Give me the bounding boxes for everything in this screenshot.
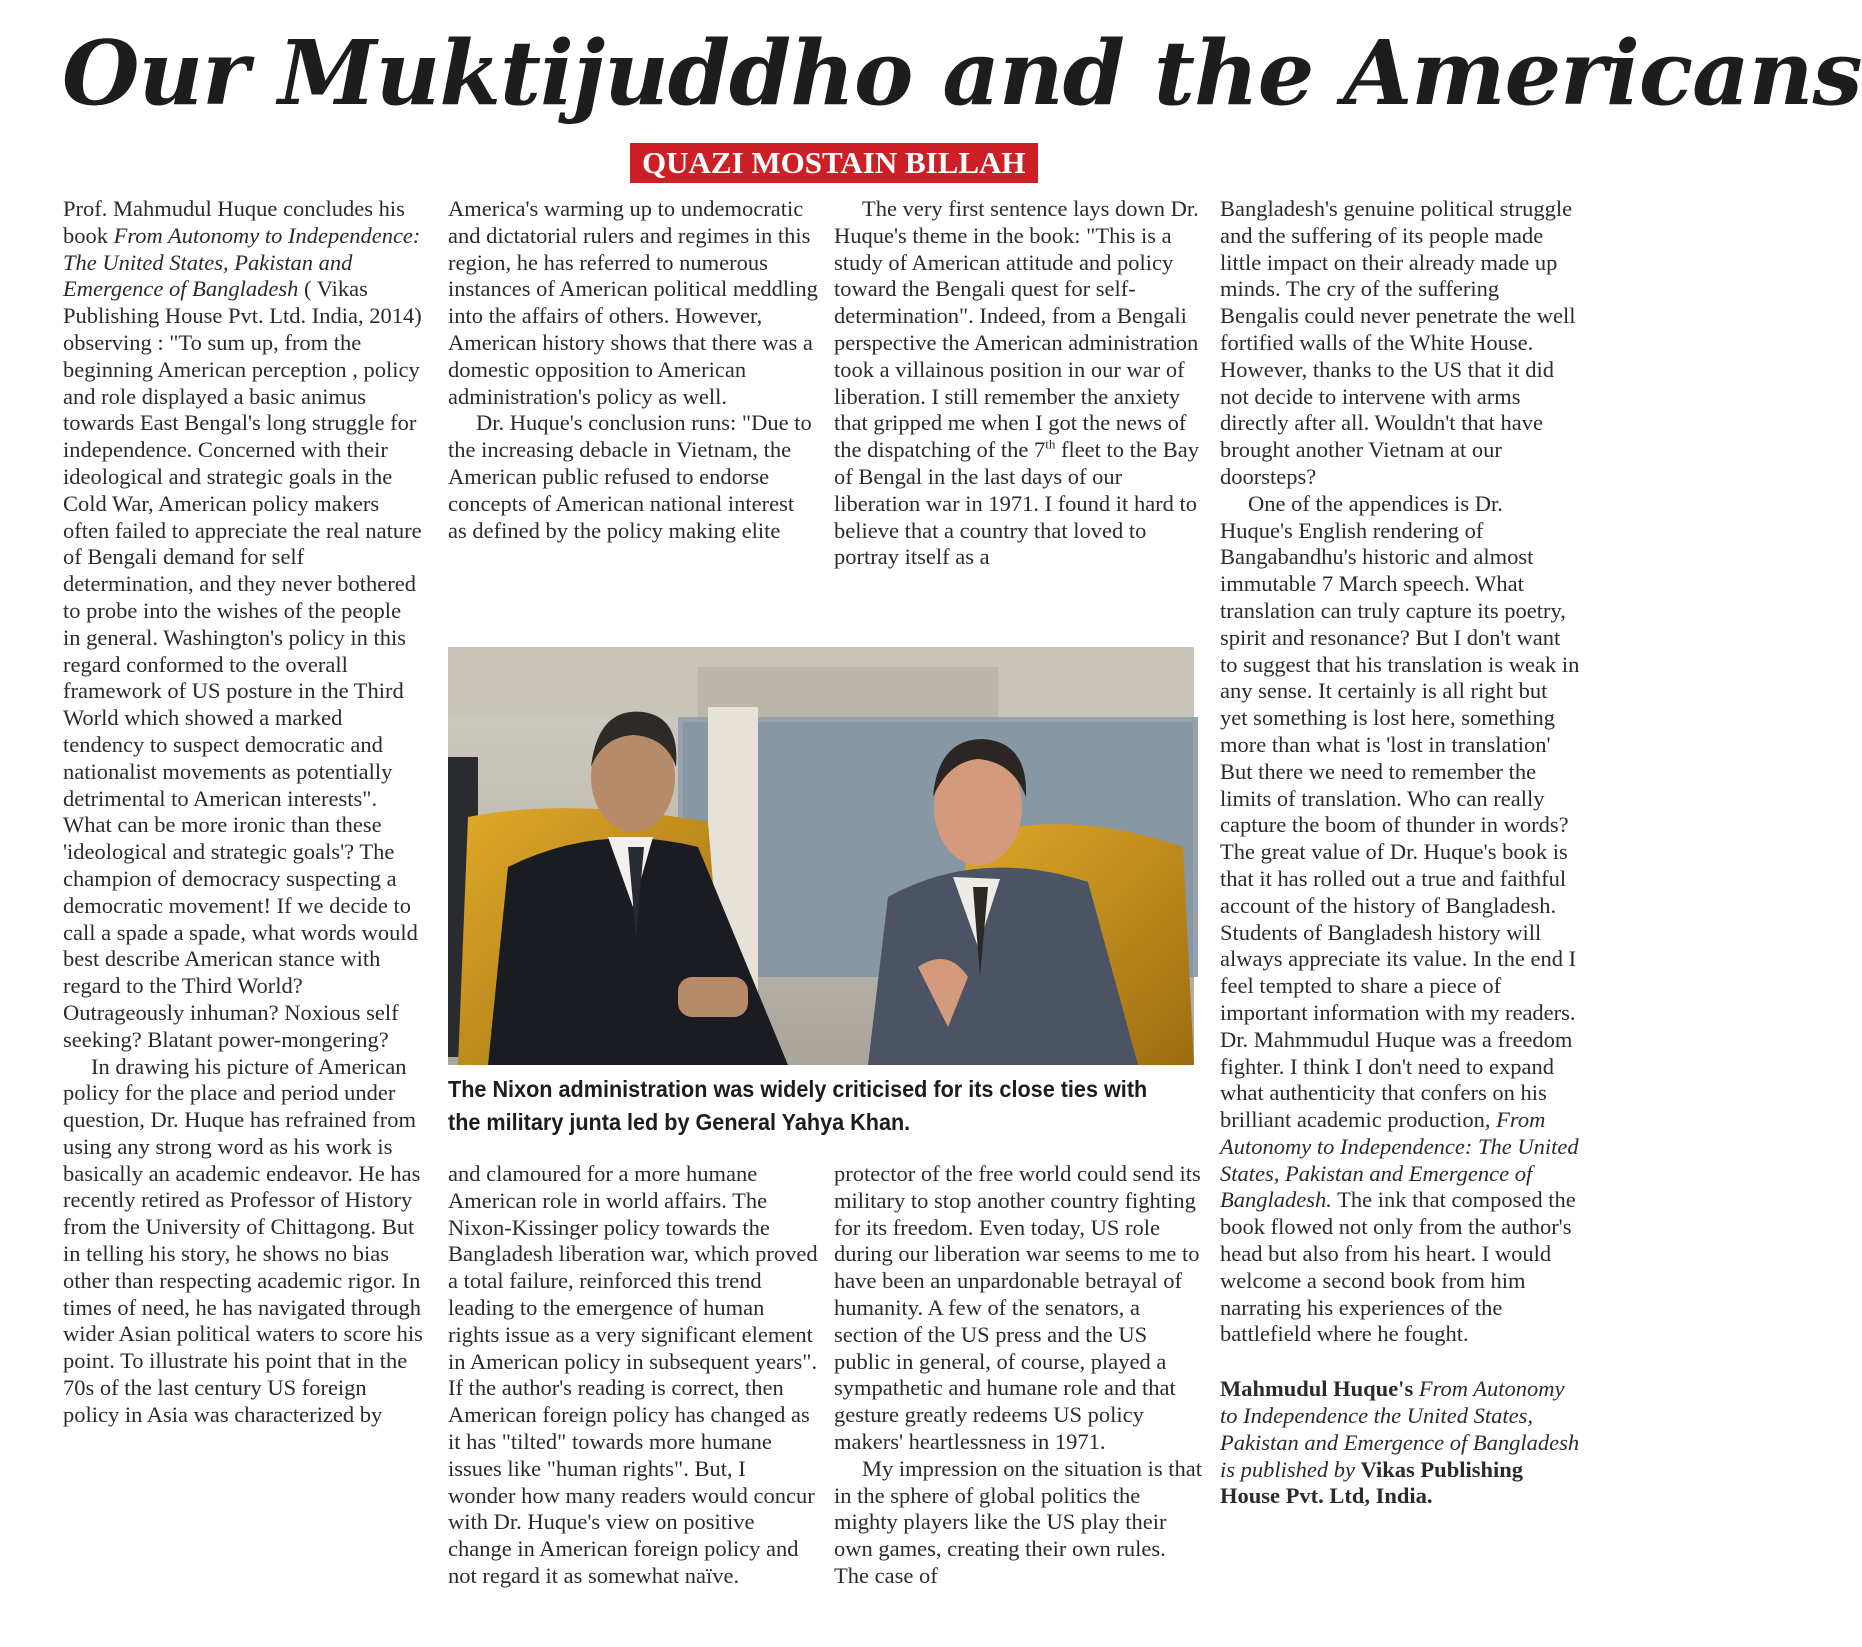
photo-caption: The Nixon administration was widely criticised for its close ties with the military junta led by General Yahya Khan.	[448, 1076, 1148, 1135]
paragraph: My impression on the situation is that in the sphere of global politics the mighty players like the US play their own games, creating their own rules. The case of	[834, 1455, 1202, 1588]
paragraph: protector of the free world could send its military to stop another country fighting for its freedom. Even today, US role during our liberation war seems to me to have been an unpardonable betrayal of humanity. A few of the senators, a section of the US press and the US public in general, of course, played a sympathetic and humane role and that gesture greatly redeems US policy makers' heartlessness in 1971.	[834, 1161, 1201, 1454]
text: The very first sentence lays down Dr. Huque's theme in the book: "This is a study of American attitude and policy toward the Bengali quest for self-determination". Indeed, from a Bengali perspective the American administration took a villainous position in our war of liberation. I still remember the anxiety that gripped me when I got the news of the dispatching of the 7	[834, 196, 1199, 463]
book-title: From Autonomy to Independence: The United States, Pakistan and Emergence of Bangladesh	[63, 222, 421, 302]
paragraph	[63, 196, 423, 1054]
article-title: Our Muktijuddho and the Americans	[62, 20, 1862, 125]
paragraph	[834, 196, 1204, 571]
publisher-name: Vikas Publishing House Pvt. Ltd, India.	[1220, 1456, 1523, 1509]
column-4	[1220, 196, 1580, 1510]
column-1	[63, 196, 423, 1429]
text: One of the appendices is Dr. Huque's English rendering of Bangabandhu's historic and almost immutable 7 March speech. What translation can truly capture its poetry, spirit and resonance? But I don't want to suggest that his translation is weak in any sense. It certainly is all right but yet something is lost here, something more than what is 'lost in translation' But there we need to remember the limits of translation. Who can really capture the boom of thunder in words? The great value of Dr. Huque's book is that it has rolled out a true and faithful account of the history of Bangladesh. Students of Bangladesh history will always appreciate its value. In the end I feel tempted to share a piece of important information with my readers. Dr. Mahmmudul Huque was a freedom fighter. I think I don't need to expand what authenticity that confers on his brilliant academic production,	[1220, 490, 1580, 1133]
text: The ink that composed the book flowed not only from the author's head but also from his heart. I would welcome a second book from him narrating his experiences of the battlefield where he fought.	[1220, 1187, 1576, 1347]
paragraph: America's warming up to undemocratic and dictatorial rulers and regimes in this region, he has referred to numerous instances of American political meddling into the affairs of others. However, American history shows that there was a domestic opposition to American administration's policy as well.	[448, 196, 818, 409]
text: ( Vikas Publishing House Pvt. Ltd. India, 2014) observing : "To sum up, from the beginning American perception , policy and role displayed a basic animus towards East Bengal's long struggle for independence. Concerned with their ideological and strategic goals in the Cold War, American policy makers often failed to appreciate the real nature of Bengali demand for self determination, and they never bothered to probe into the wishes of the people in general. Washington's policy in this regard conformed to the overall framework of US posture in the Third World which showed a marked tendency to suspect democratic and nationalist movements as potentially detrimental to American interests". What can be more ironic than these 'ideological and strategic goals'? The champion of democracy suspecting a democratic movement! If we decide to call a spade a spade, what words would best describe American stance with regard to the Third World? Outrageously inhuman? Noxious self seeking? Blatant power-mongering?	[63, 276, 422, 1052]
author-byline: QUAZI MOSTAIN BILLAH	[630, 143, 1038, 183]
paragraph: Bangladesh's genuine political struggle and the suffering of its people made little impact on their already made up minds. The cry of the suffering Bengalis could never penetrate the well fortified walls of the White House. However, thanks to the US that it did not decide to intervene with arms directly after all. Wouldn't that have brought another Vietnam at our doorsteps?	[1220, 196, 1576, 489]
column-2-top	[448, 196, 818, 544]
author-name: Mahmudul Huque's	[1220, 1376, 1414, 1402]
paragraph: Dr. Huque's conclusion runs: "Due to the increasing debacle in Vietnam, the American public refused to endorse concepts of American national interest as defined by the policy making elite	[448, 410, 812, 543]
paragraph	[1220, 491, 1580, 1349]
book-title: From Autonomy to Independence: The United States, Pakistan and Emergence of Bangladesh.	[1220, 1107, 1579, 1213]
ordinal-suffix: th	[1045, 436, 1056, 452]
paragraph: In drawing his picture of American policy for the place and period under question, Dr. Huque has refrained from using any strong word as his work is basically an academic endeavor. He has recently retired as Professor of History from the University of Chittagong. But in telling his story, he shows no bias other than respecting academic rigor. In times of need, he has navigated through wider Asian political waters to score his point. To illustrate his point that in the 70s of the last century US foreign policy in Asia was characterized by	[63, 1053, 423, 1427]
text: Prof. Mahmudul Huque concludes his book	[63, 196, 405, 248]
column-3-top	[834, 196, 1204, 571]
column-2-bottom	[448, 1161, 818, 1590]
book-title: From Autonomy to Independence the United States, Pakistan and Emergence of Bangladesh is published by	[1220, 1376, 1580, 1482]
column-3-bottom	[834, 1161, 1204, 1590]
text: fleet to the Bay of Bengal in the last days of our liberation war in 1971. I found it hard to believe that a country that loved to portray itself as a	[834, 437, 1200, 570]
photo-illustration	[448, 647, 1194, 1065]
publication-note	[1220, 1376, 1580, 1510]
news-photo	[448, 647, 1194, 1065]
paragraph: and clamoured for a more humane American role in world affairs. The Nixon-Kissinger policy towards the Bangladesh liberation war, which proved a total failure, reinforced this trend leading to the emergence of human rights issue as a very significant element in American policy in subsequent years". If the author's reading is correct, then American foreign policy has changed as it has "tilted" towards more humane issues like "human rights". But, I wonder how many readers would concur with Dr. Huque's view on positive change in American foreign policy and not regard it as somewhat naïve.	[448, 1161, 818, 1588]
